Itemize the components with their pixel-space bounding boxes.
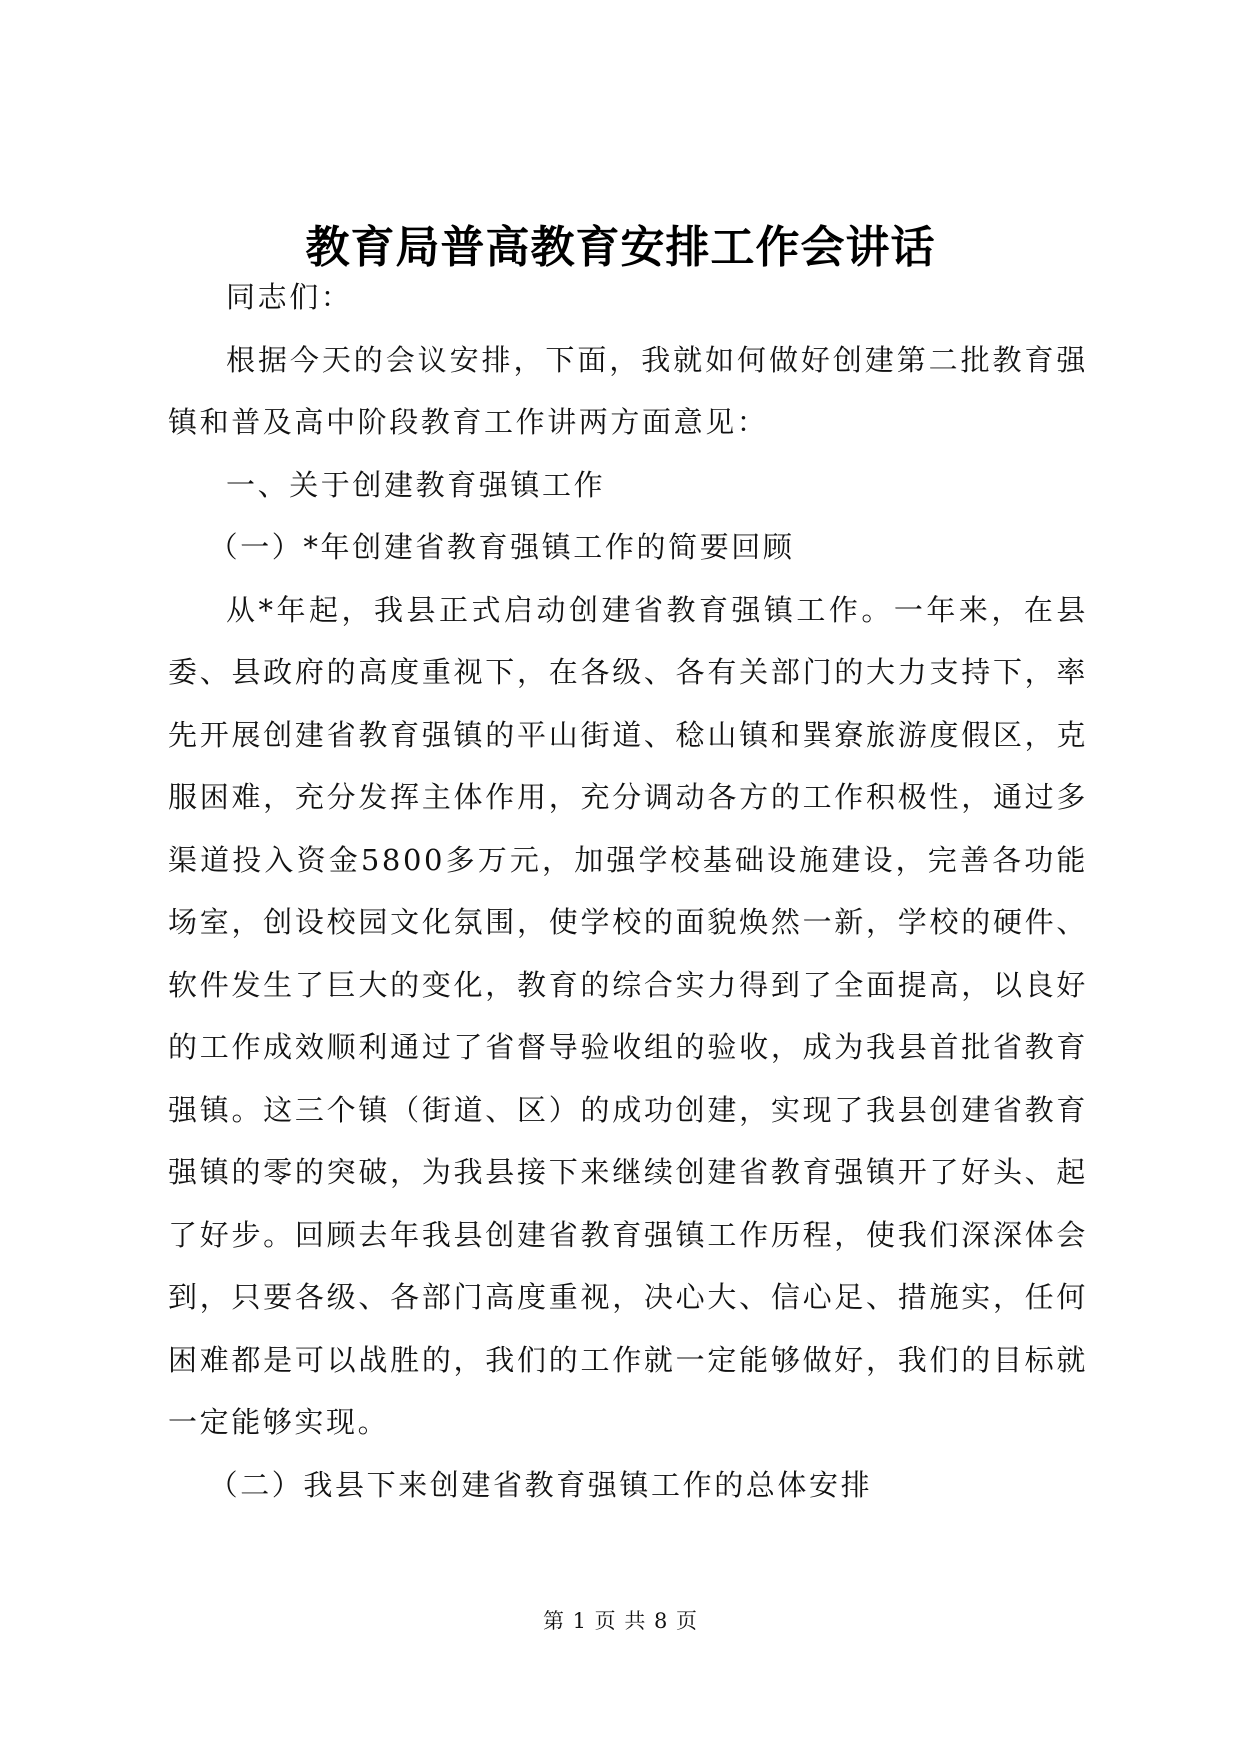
salutation-paragraph: 同志们：: [226, 280, 353, 314]
review-paragraph: 从*年起，我县正式启动创建省教育强镇工作。一年来，在县委、县政府的高度重视下，在各级、各有关部门的大力支持下，率先开展创建省教育强镇的平山街道、稔山镇和巽寮旅游度假区，克服困难，充分发挥主体作用，充分调动各方的工作积极性，通过多渠道投入资金5800多万元，加强学校基础设施建设，完善各功能场室，创设校园文化氛围，使学校的面貌焕然一新，学校的硬件、软件发生了巨大的变化，教育的综合实力得到了全面提高，以良好的工作成效顺利通过了省督导验收组的验收，成为我县首批省教育强镇。这三个镇（街道、区）的成功创建，实现了我县创建省教育强镇的零的突破，为我县接下来继续创建省教育强镇开了好头、起了好步。回顾去年我县创建省教育强镇工作历程，使我们深深体会到，只要各级、各部门高度重视，决心大、信心足、措施实，任何困难都是可以战胜的，我们的工作就一定能够做好，我们的目标就一定能够实现。: [168, 592, 1088, 1439]
page-number-footer: 第 1 页 共 8 页: [542, 1609, 699, 1633]
section-heading-1: 一、关于创建教育强镇工作: [226, 467, 606, 502]
intro-paragraph: 根据今天的会议安排，下面，我就如何做好创建第二批教育强镇和普及高中阶段教育工作讲两方面意见：: [168, 342, 1088, 439]
document-body: [168, 266, 1088, 1516]
subsection-heading-1: （一）*年创建省教育强镇工作的简要回顾: [208, 530, 795, 564]
subsection-heading-2: （二）我县下来创建省教育强镇工作的总体安排: [208, 1467, 873, 1502]
document-title: 教育局普高教育安排工作会讲话: [305, 222, 936, 273]
